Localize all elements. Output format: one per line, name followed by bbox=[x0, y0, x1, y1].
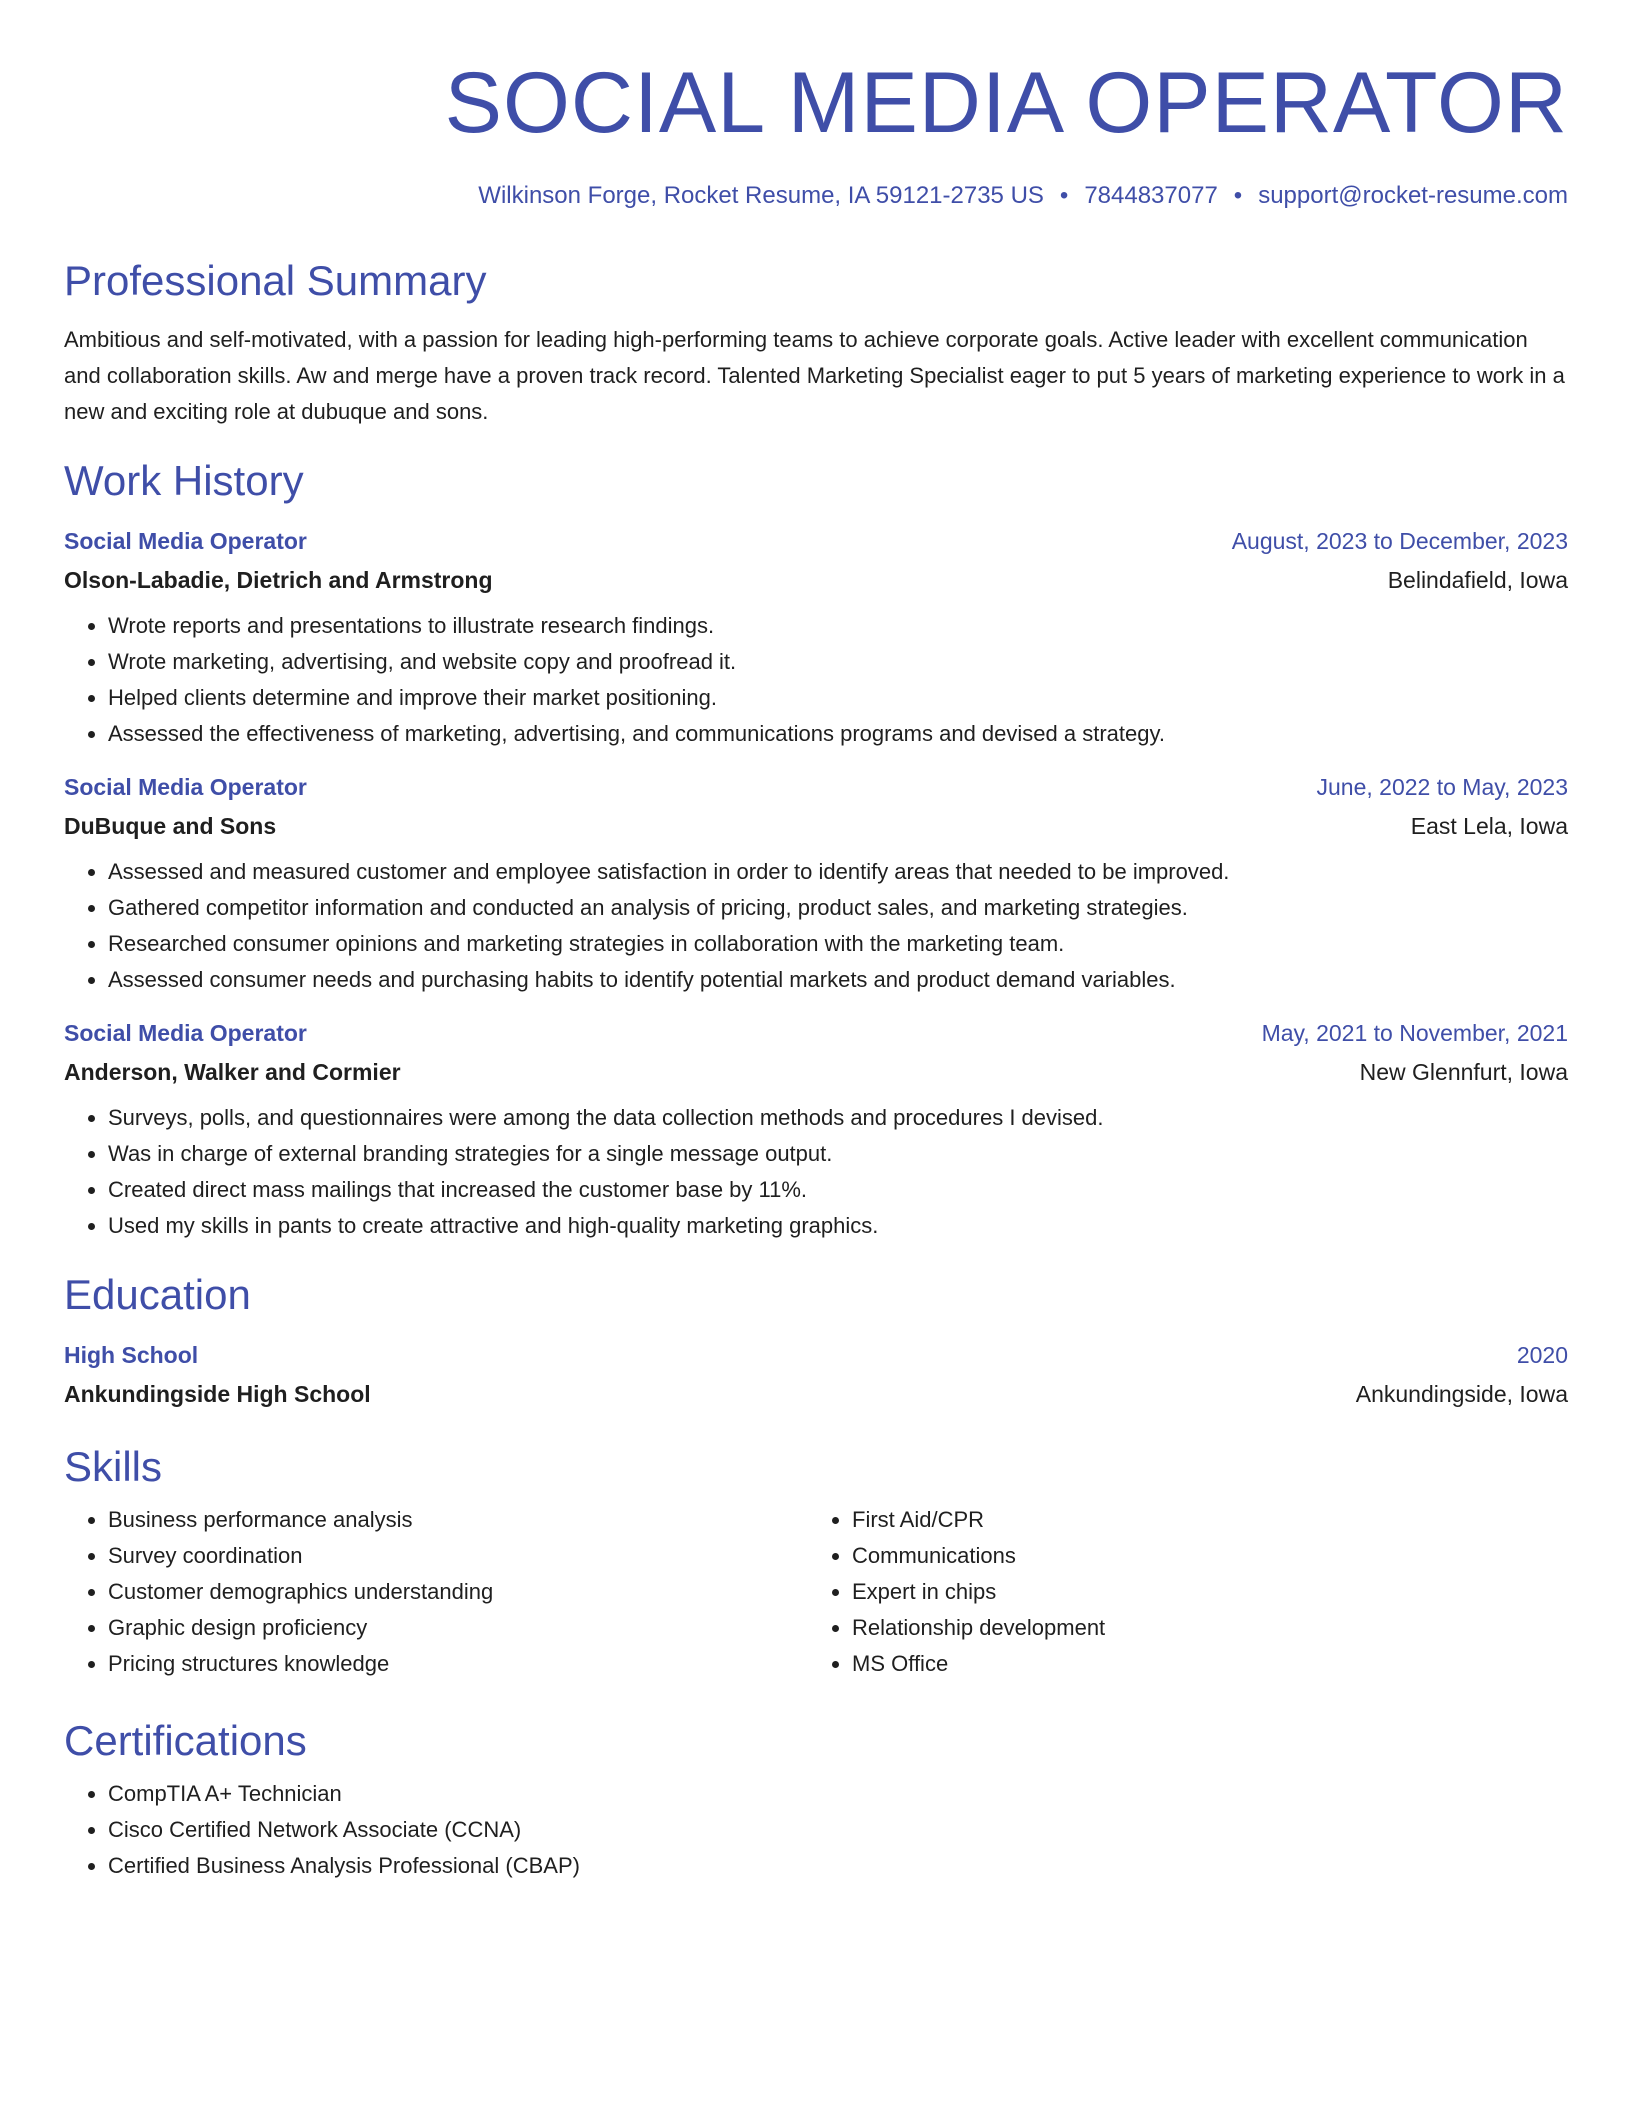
summary-text: Ambitious and self-motivated, with a passion for leading high-performing teams to achieve corporate goals. Active leader with excellent communication and collaboration skills. Aw and merge have a proven track record. Talented Marketing Specialist eager to put 5 years of marketing experience to work in a new and exciting role at dubuque and sons. bbox=[64, 327, 1565, 424]
contact-line bbox=[64, 184, 1568, 208]
job-location: Belindafield, Iowa bbox=[1387, 567, 1568, 593]
section-heading-skills: Skills bbox=[64, 1443, 163, 1490]
list-item: • First Aid/CPR bbox=[852, 1502, 1552, 1538]
list-item: • Relationship development bbox=[852, 1610, 1552, 1646]
skills-column-right bbox=[808, 1502, 1552, 1682]
skills-list-left bbox=[64, 1502, 808, 1682]
list-item: • Pricing structures knowledge bbox=[108, 1646, 808, 1682]
list-item: • Gathered competitor information and conducted an analysis of pricing, product sales, and marketing strategies. bbox=[108, 890, 1568, 926]
list-item: • Graphic design proficiency bbox=[108, 1610, 808, 1646]
list-item: • Expert in chips bbox=[852, 1574, 1552, 1610]
job-entry bbox=[64, 774, 1568, 998]
job-dates: May, 2021 to November, 2021 bbox=[1261, 1020, 1568, 1046]
skills-section bbox=[64, 1443, 1568, 1682]
list-item: • Used my skills in pants to create attractive and high-quality marketing graphics. bbox=[108, 1208, 1568, 1244]
certifications-section bbox=[64, 1717, 1568, 1884]
list-item: • Created direct mass mailings that increased the customer base by 11%. bbox=[108, 1172, 1568, 1208]
section-heading-summary: Professional Summary bbox=[64, 257, 487, 304]
list-item: • Assessed consumer needs and purchasing habits to identify potential markets and product demand variables. bbox=[108, 962, 1568, 998]
contact-separator: • bbox=[1059, 182, 1069, 209]
list-item: • Customer demographics understanding bbox=[108, 1574, 808, 1610]
list-item: • Survey coordination bbox=[108, 1538, 808, 1574]
job-location: New Glennfurt, Iowa bbox=[1359, 1059, 1568, 1085]
summary-section bbox=[64, 257, 1568, 430]
list-item: • MS Office bbox=[852, 1646, 1552, 1682]
contact-email: support@rocket-resume.com bbox=[1258, 182, 1568, 209]
job-bullets bbox=[64, 608, 1568, 752]
list-item: • Assessed and measured customer and employee satisfaction in order to identify areas that needed to be improved. bbox=[108, 854, 1568, 890]
list-item: • Wrote reports and presentations to illustrate research findings. bbox=[108, 608, 1568, 644]
job-entry bbox=[64, 528, 1568, 752]
list-item: • Wrote marketing, advertising, and website copy and proofread it. bbox=[108, 644, 1568, 680]
list-item: • Certified Business Analysis Professional (CBAP) bbox=[108, 1848, 1568, 1884]
list-item: • Communications bbox=[852, 1538, 1552, 1574]
job-title: Social Media Operator bbox=[64, 1020, 307, 1046]
section-heading-education: Education bbox=[64, 1271, 251, 1318]
job-title: Social Media Operator bbox=[64, 774, 307, 800]
resume-title: SOCIAL MEDIA OPERATOR bbox=[444, 55, 1568, 151]
skills-columns bbox=[64, 1502, 1568, 1682]
education-school: Ankundingside High School bbox=[64, 1381, 371, 1407]
job-title: Social Media Operator bbox=[64, 528, 307, 554]
job-company: Olson-Labadie, Dietrich and Armstrong bbox=[64, 567, 493, 593]
list-item: • Researched consumer opinions and marketing strategies in collaboration with the marketing team. bbox=[108, 926, 1568, 962]
list-item: • Assessed the effectiveness of marketing, advertising, and communications programs and devised a strategy. bbox=[108, 716, 1568, 752]
job-dates: August, 2023 to December, 2023 bbox=[1231, 528, 1568, 554]
contact-phone: 7844837077 bbox=[1084, 182, 1218, 209]
education-location: Ankundingside, Iowa bbox=[1355, 1381, 1568, 1407]
certifications-list bbox=[64, 1776, 1568, 1884]
resume-page bbox=[64, 0, 1568, 1884]
education-degree: High School bbox=[64, 1342, 199, 1368]
work-history-section bbox=[64, 457, 1568, 1244]
education-section bbox=[64, 1271, 1568, 1408]
job-bullets bbox=[64, 1100, 1568, 1244]
contact-separator: • bbox=[1233, 182, 1243, 209]
list-item: • Helped clients determine and improve their market positioning. bbox=[108, 680, 1568, 716]
job-company: DuBuque and Sons bbox=[64, 813, 277, 839]
list-item: • Cisco Certified Network Associate (CCNA) bbox=[108, 1812, 1568, 1848]
section-heading-work-history: Work History bbox=[64, 457, 304, 504]
job-dates: June, 2022 to May, 2023 bbox=[1316, 774, 1568, 800]
skills-list-right bbox=[808, 1502, 1552, 1682]
education-entry bbox=[64, 1342, 1568, 1408]
list-item: • CompTIA A+ Technician bbox=[108, 1776, 1568, 1812]
job-bullets bbox=[64, 854, 1568, 998]
education-year: 2020 bbox=[1516, 1342, 1568, 1368]
section-heading-certifications: Certifications bbox=[64, 1717, 307, 1764]
job-company: Anderson, Walker and Cormier bbox=[64, 1059, 401, 1085]
job-location: East Lela, Iowa bbox=[1410, 813, 1568, 839]
list-item: • Business performance analysis bbox=[108, 1502, 808, 1538]
list-item: • Was in charge of external branding strategies for a single message output. bbox=[108, 1136, 1568, 1172]
job-entry bbox=[64, 1020, 1568, 1244]
list-item: • Surveys, polls, and questionnaires were among the data collection methods and procedures I devised. bbox=[108, 1100, 1568, 1136]
contact-address: Wilkinson Forge, Rocket Resume, IA 59121-2735 US bbox=[478, 182, 1044, 209]
skills-column-left bbox=[64, 1502, 808, 1682]
